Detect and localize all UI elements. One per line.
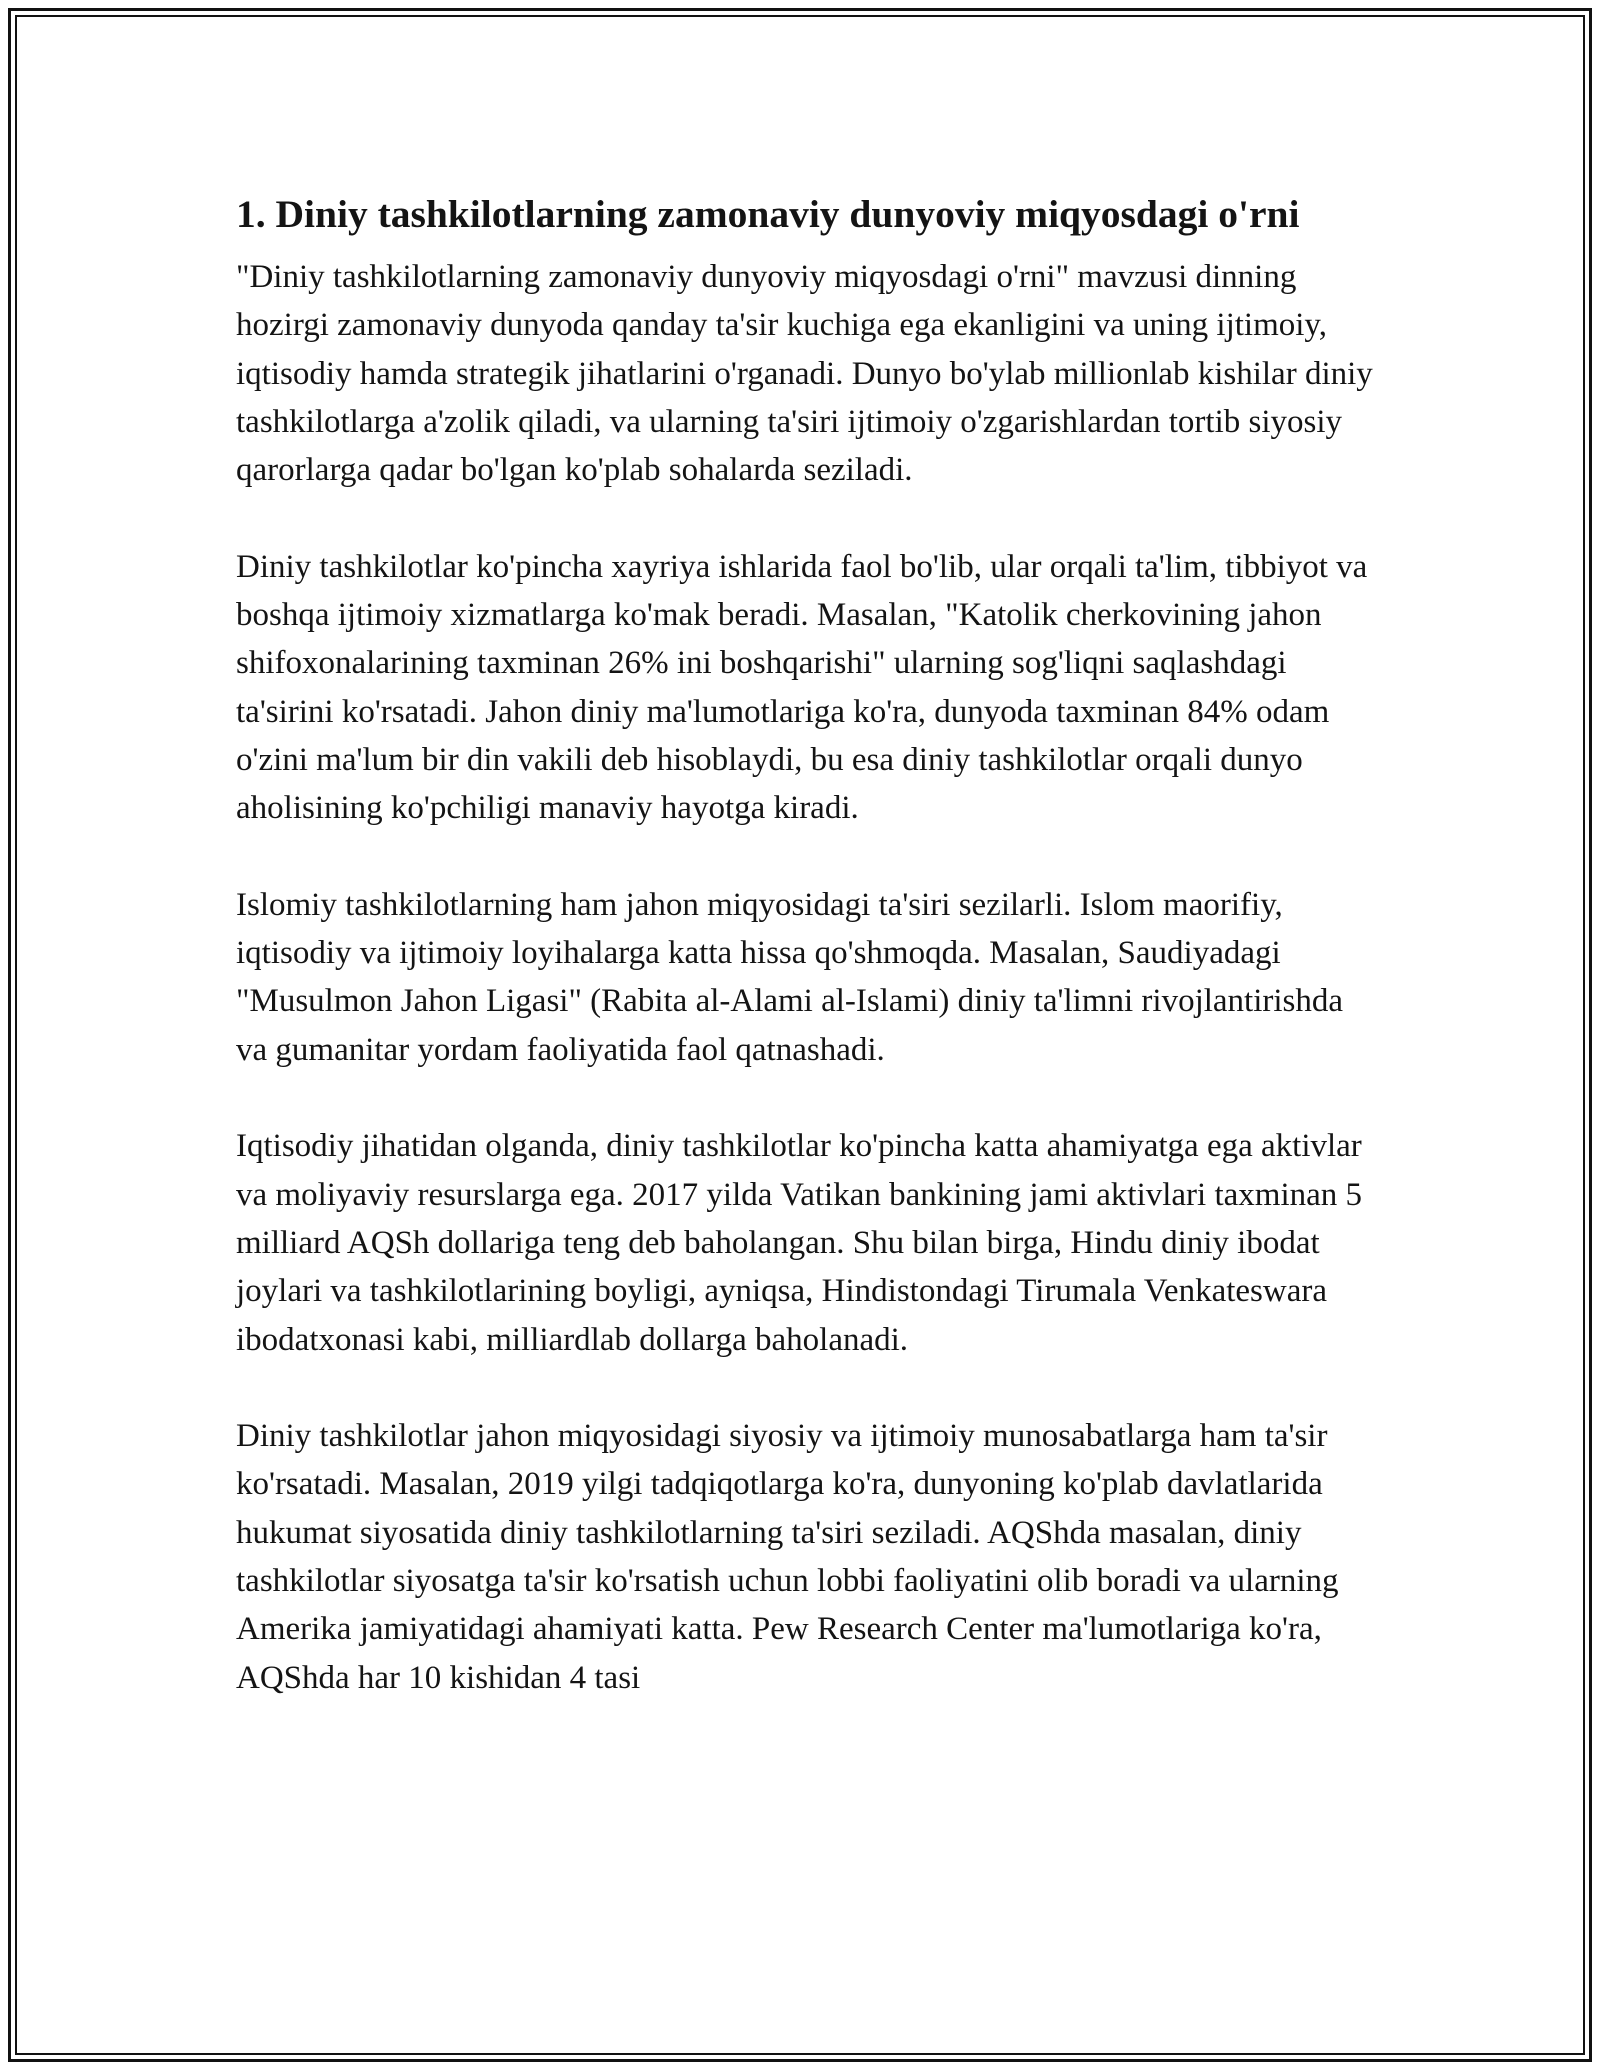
paragraph-5: Diniy tashkilotlar jahon miqyosidagi siyosiy va ijtimoiy munosabatlarga ham ta'sir ko'rsatadi. Masalan, 2019 yilgi tadqiqotlarga ko'ra, dunyoning ko'plab davlatlarida hukumat siyosatida diniy tashkilotlarning ta'siri seziladi. AQShda masalan, diniy tashkilotlar siyosatga ta'sir ko'rsatish uchun lobbi faoliyatini olib boradi va ularning Amerika jamiyatidagi ahamiyati katta. Pew Research Center ma'lumotlariga ko'ra, AQShda har 10 kishidan 4 tasi: [236, 1418, 1339, 1696]
section-heading: 1. Diniy tashkilotlarning zamonaviy dunyoviy miqyosdagi o'rni: [236, 192, 1300, 236]
paragraph-1: "Diniy tashkilotlarning zamonaviy dunyoviy miqyosdagi o'rni" mavzusi dinning hozirgi zamonaviy dunyoda qanday ta'sir kuchiga ega ekanligini va uning ijtimoiy, iqtisodiy hamda strategik jihatlarini o'rganadi. Dunyo bo'ylab millionlab kishilar diniy tashkilotlarga a'zolik qiladi, va ularning ta'siri ijtimoiy o'zgarishlardan tortib siyosiy qarorlarga qadar bo'lgan ko'plab sohalarda seziladi.: [236, 259, 1373, 489]
paragraph-3: Islomiy tashkilotlarning ham jahon miqyosidagi ta'siri sezilarli. Islom maorifiy, iqtisodiy va ijtimoiy loyihalarga katta hissa qo'shmoqda. Masalan, Saudiyadagi "Musulmon Jahon Ligasi" (Rabita al-Alami al-Islami) diniy ta'limni rivojlantirishda va gumanitar yordam faoliyatida faol qatnashadi.: [236, 886, 1344, 1068]
paragraph-2: Diniy tashkilotlar ko'pincha xayriya ishlarida faol bo'lib, ular orqali ta'lim, tibbiyot va boshqa ijtimoiy xizmatlarga ko'mak beradi. Masalan, "Katolik cherkovining jahon shifoxonalarining taxminan 26% ini boshqarishi" ularning sog'liqni saqlashdagi ta'sirini ko'rsatadi. Jahon diniy ma'lumotlariga ko'ra, dunyoda taxminan 84% odam o'zini ma'lum bir din vakili deb hisoblaydi, bu esa diniy tashkilotlar orqali dunyo aholisining ko'pchiligi manaviy hayotga kiradi.: [236, 548, 1368, 827]
paragraph-4: Iqtisodiy jihatidan olganda, diniy tashkilotlar ko'pincha katta ahamiyatga ega aktivlar va moliyaviy resurslarga ega. 2017 yilda Vatikan bankining jami aktivlari taxminan 5 milliard AQSh dollariga teng deb baholangan. Shu bilan birga, Hindu diniy ibodat joylari va tashkilotlarining boyligi, ayniqsa, Hindistondagi Tirumala Venkateswara ibodatxonasi kabi, milliardlab dollarga baholanadi.: [236, 1128, 1363, 1358]
document-body: [236, 186, 1376, 1702]
